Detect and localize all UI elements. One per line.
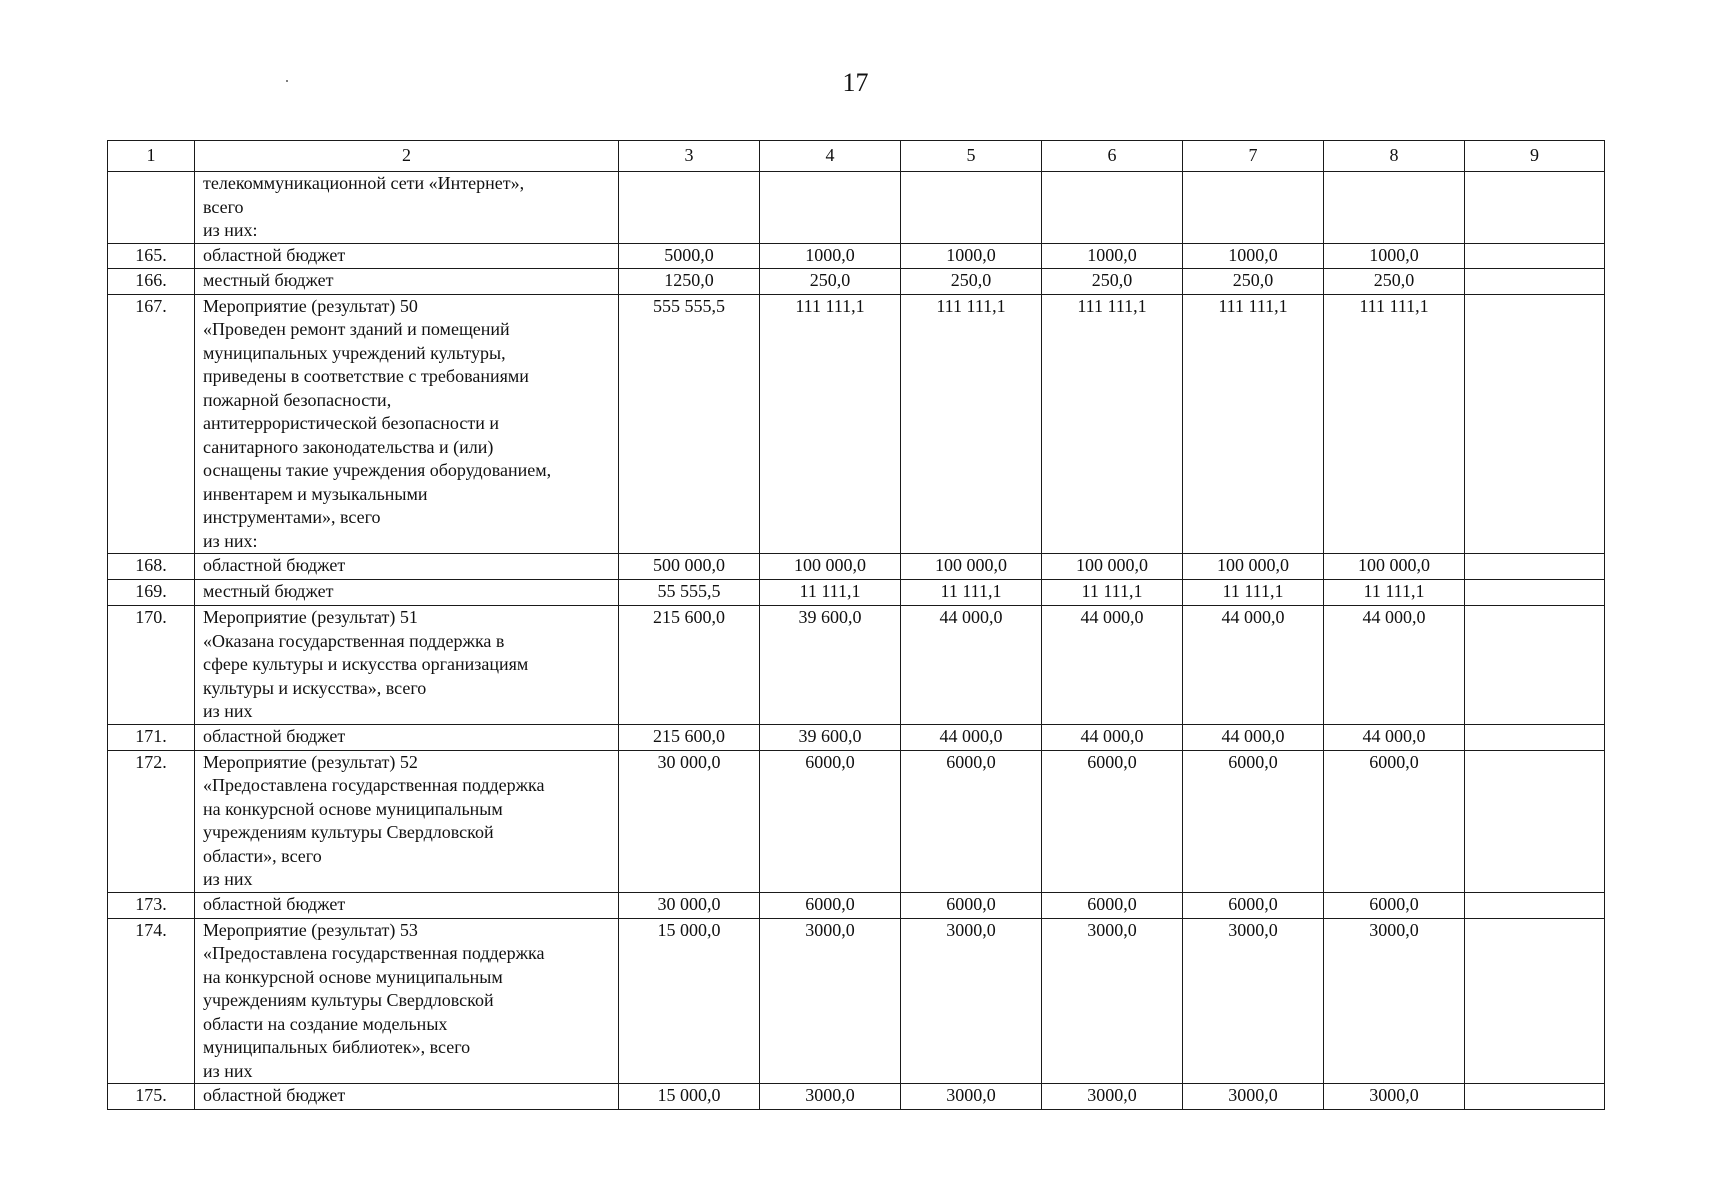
row-value-cell-col-5: 3000,0 xyxy=(901,1084,1042,1110)
row-value-cell-col-8: 3000,0 xyxy=(1324,1084,1465,1110)
table-row xyxy=(108,918,1605,1084)
row-value-cell-col-9 xyxy=(1465,580,1605,606)
row-value-cell-col-7: 3000,0 xyxy=(1183,918,1324,1084)
row-value-cell-col-6: 3000,0 xyxy=(1042,1084,1183,1110)
header-col-9: 9 xyxy=(1465,141,1605,172)
row-number-cell: 171. xyxy=(108,724,195,750)
row-value-cell-col-6: 111 111,1 xyxy=(1042,294,1183,554)
row-value-cell-col-8: 111 111,1 xyxy=(1324,294,1465,554)
header-col-5: 5 xyxy=(901,141,1042,172)
row-value-cell-col-9 xyxy=(1465,724,1605,750)
row-value-cell-col-5: 111 111,1 xyxy=(901,294,1042,554)
row-value-cell-col-4: 3000,0 xyxy=(760,1084,901,1110)
row-value-cell-col-7: 11 111,1 xyxy=(1183,580,1324,606)
row-value-cell-col-9 xyxy=(1465,268,1605,294)
row-value-cell-col-4: 3000,0 xyxy=(760,918,901,1084)
row-value-cell-col-9 xyxy=(1465,606,1605,725)
row-value-cell-col-8: 6000,0 xyxy=(1324,750,1465,892)
row-value-cell-col-8: 11 111,1 xyxy=(1324,580,1465,606)
row-value-cell-col-5: 1000,0 xyxy=(901,243,1042,268)
header-col-2: 2 xyxy=(195,141,619,172)
row-value-cell-col-4: 111 111,1 xyxy=(760,294,901,554)
row-value-cell-col-7: 44 000,0 xyxy=(1183,724,1324,750)
table-row xyxy=(108,554,1605,580)
row-value-cell-col-9 xyxy=(1465,750,1605,892)
row-value-cell-col-6: 100 000,0 xyxy=(1042,554,1183,580)
scan-artifact-dot xyxy=(286,80,288,82)
row-description-cell: местный бюджет xyxy=(195,580,619,606)
row-value-cell-col-4 xyxy=(760,172,901,244)
row-value-cell-col-3: 15 000,0 xyxy=(619,918,760,1084)
row-number-cell: 170. xyxy=(108,606,195,725)
table-row xyxy=(108,750,1605,892)
row-number-cell: 175. xyxy=(108,1084,195,1110)
row-value-cell-col-4: 1000,0 xyxy=(760,243,901,268)
row-description-cell: областной бюджет xyxy=(195,1084,619,1110)
row-value-cell-col-3: 1250,0 xyxy=(619,268,760,294)
row-value-cell-col-9 xyxy=(1465,892,1605,918)
row-value-cell-col-3: 30 000,0 xyxy=(619,892,760,918)
row-value-cell-col-8: 100 000,0 xyxy=(1324,554,1465,580)
row-value-cell-col-5: 3000,0 xyxy=(901,918,1042,1084)
row-number-cell: 174. xyxy=(108,918,195,1084)
table-row xyxy=(108,580,1605,606)
row-value-cell-col-4: 11 111,1 xyxy=(760,580,901,606)
row-value-cell-col-7: 100 000,0 xyxy=(1183,554,1324,580)
row-value-cell-col-5 xyxy=(901,172,1042,244)
row-value-cell-col-5: 250,0 xyxy=(901,268,1042,294)
row-value-cell-col-8: 250,0 xyxy=(1324,268,1465,294)
row-value-cell-col-7: 6000,0 xyxy=(1183,892,1324,918)
row-value-cell-col-5: 100 000,0 xyxy=(901,554,1042,580)
table-row xyxy=(108,268,1605,294)
row-value-cell-col-3: 5000,0 xyxy=(619,243,760,268)
row-description-cell: телекоммуникационной сети «Интернет», всего из них: xyxy=(195,172,619,244)
row-value-cell-col-8: 1000,0 xyxy=(1324,243,1465,268)
row-value-cell-col-9 xyxy=(1465,172,1605,244)
row-description-cell: местный бюджет xyxy=(195,268,619,294)
row-value-cell-col-3: 55 555,5 xyxy=(619,580,760,606)
table-body xyxy=(108,172,1605,1110)
row-value-cell-col-7: 6000,0 xyxy=(1183,750,1324,892)
row-description-cell: Мероприятие (результат) 52 «Предоставлена государственная поддержка на конкурсной основе муниципальным учреждениям культуры Свердловской области», всего из них xyxy=(195,750,619,892)
row-value-cell-col-4: 250,0 xyxy=(760,268,901,294)
header-col-1: 1 xyxy=(108,141,195,172)
row-description-cell: областной бюджет xyxy=(195,724,619,750)
row-value-cell-col-6 xyxy=(1042,172,1183,244)
header-col-4: 4 xyxy=(760,141,901,172)
row-description-cell: Мероприятие (результат) 50 «Проведен ремонт зданий и помещений муниципальных учреждений культуры, приведены в соответствие с требованиями пожарной безопасности, антитеррористической безопасности и санитарного законодательства и (или) оснащены такие учреждения оборудованием, инвентарем и музыкальными инструментами», всего из них: xyxy=(195,294,619,554)
table-row xyxy=(108,243,1605,268)
row-value-cell-col-8: 3000,0 xyxy=(1324,918,1465,1084)
budget-table xyxy=(107,140,1605,1110)
row-description-cell: Мероприятие (результат) 53 «Предоставлена государственная поддержка на конкурсной основе муниципальным учреждениям культуры Свердловской области на создание модельных муниципальных библиотек», всего из них xyxy=(195,918,619,1084)
header-col-8: 8 xyxy=(1324,141,1465,172)
table-row xyxy=(108,294,1605,554)
row-value-cell-col-3: 30 000,0 xyxy=(619,750,760,892)
row-value-cell-col-7: 1000,0 xyxy=(1183,243,1324,268)
row-value-cell-col-9 xyxy=(1465,294,1605,554)
row-value-cell-col-3: 555 555,5 xyxy=(619,294,760,554)
row-value-cell-col-6: 1000,0 xyxy=(1042,243,1183,268)
row-value-cell-col-4: 39 600,0 xyxy=(760,724,901,750)
table-row xyxy=(108,892,1605,918)
row-value-cell-col-7: 44 000,0 xyxy=(1183,606,1324,725)
row-value-cell-col-6: 6000,0 xyxy=(1042,750,1183,892)
page-number: 17 xyxy=(842,68,869,97)
table-header-row xyxy=(108,141,1605,172)
row-value-cell-col-3: 15 000,0 xyxy=(619,1084,760,1110)
row-value-cell-col-8: 44 000,0 xyxy=(1324,724,1465,750)
row-number-cell: 168. xyxy=(108,554,195,580)
row-value-cell-col-6: 44 000,0 xyxy=(1042,606,1183,725)
row-value-cell-col-9 xyxy=(1465,243,1605,268)
row-description-cell: Мероприятие (результат) 51 «Оказана государственная поддержка в сфере культуры и искусства организациям культуры и искусства», всего из них xyxy=(195,606,619,725)
row-value-cell-col-7: 3000,0 xyxy=(1183,1084,1324,1110)
row-number-cell: 169. xyxy=(108,580,195,606)
header-col-7: 7 xyxy=(1183,141,1324,172)
row-value-cell-col-7: 250,0 xyxy=(1183,268,1324,294)
row-value-cell-col-4: 100 000,0 xyxy=(760,554,901,580)
row-value-cell-col-3: 215 600,0 xyxy=(619,724,760,750)
row-value-cell-col-5: 44 000,0 xyxy=(901,724,1042,750)
row-value-cell-col-5: 6000,0 xyxy=(901,750,1042,892)
row-number-cell: 172. xyxy=(108,750,195,892)
row-value-cell-col-3 xyxy=(619,172,760,244)
row-value-cell-col-4: 39 600,0 xyxy=(760,606,901,725)
row-number-cell xyxy=(108,172,195,244)
row-value-cell-col-6: 250,0 xyxy=(1042,268,1183,294)
row-value-cell-col-6: 44 000,0 xyxy=(1042,724,1183,750)
row-number-cell: 167. xyxy=(108,294,195,554)
row-value-cell-col-3: 215 600,0 xyxy=(619,606,760,725)
row-value-cell-col-9 xyxy=(1465,554,1605,580)
row-value-cell-col-9 xyxy=(1465,1084,1605,1110)
row-description-cell: областной бюджет xyxy=(195,892,619,918)
row-value-cell-col-7 xyxy=(1183,172,1324,244)
header-col-3: 3 xyxy=(619,141,760,172)
row-value-cell-col-4: 6000,0 xyxy=(760,892,901,918)
row-value-cell-col-8 xyxy=(1324,172,1465,244)
row-value-cell-col-6: 3000,0 xyxy=(1042,918,1183,1084)
row-value-cell-col-6: 11 111,1 xyxy=(1042,580,1183,606)
row-number-cell: 173. xyxy=(108,892,195,918)
table-row xyxy=(108,606,1605,725)
row-description-cell: областной бюджет xyxy=(195,554,619,580)
row-description-cell: областной бюджет xyxy=(195,243,619,268)
row-value-cell-col-9 xyxy=(1465,918,1605,1084)
row-value-cell-col-7: 111 111,1 xyxy=(1183,294,1324,554)
header-col-6: 6 xyxy=(1042,141,1183,172)
table-row xyxy=(108,172,1605,244)
row-value-cell-col-5: 6000,0 xyxy=(901,892,1042,918)
row-number-cell: 165. xyxy=(108,243,195,268)
row-number-cell: 166. xyxy=(108,268,195,294)
row-value-cell-col-6: 6000,0 xyxy=(1042,892,1183,918)
table-row xyxy=(108,724,1605,750)
row-value-cell-col-4: 6000,0 xyxy=(760,750,901,892)
row-value-cell-col-5: 44 000,0 xyxy=(901,606,1042,725)
row-value-cell-col-8: 6000,0 xyxy=(1324,892,1465,918)
table-row xyxy=(108,1084,1605,1110)
row-value-cell-col-5: 11 111,1 xyxy=(901,580,1042,606)
row-value-cell-col-8: 44 000,0 xyxy=(1324,606,1465,725)
row-value-cell-col-3: 500 000,0 xyxy=(619,554,760,580)
